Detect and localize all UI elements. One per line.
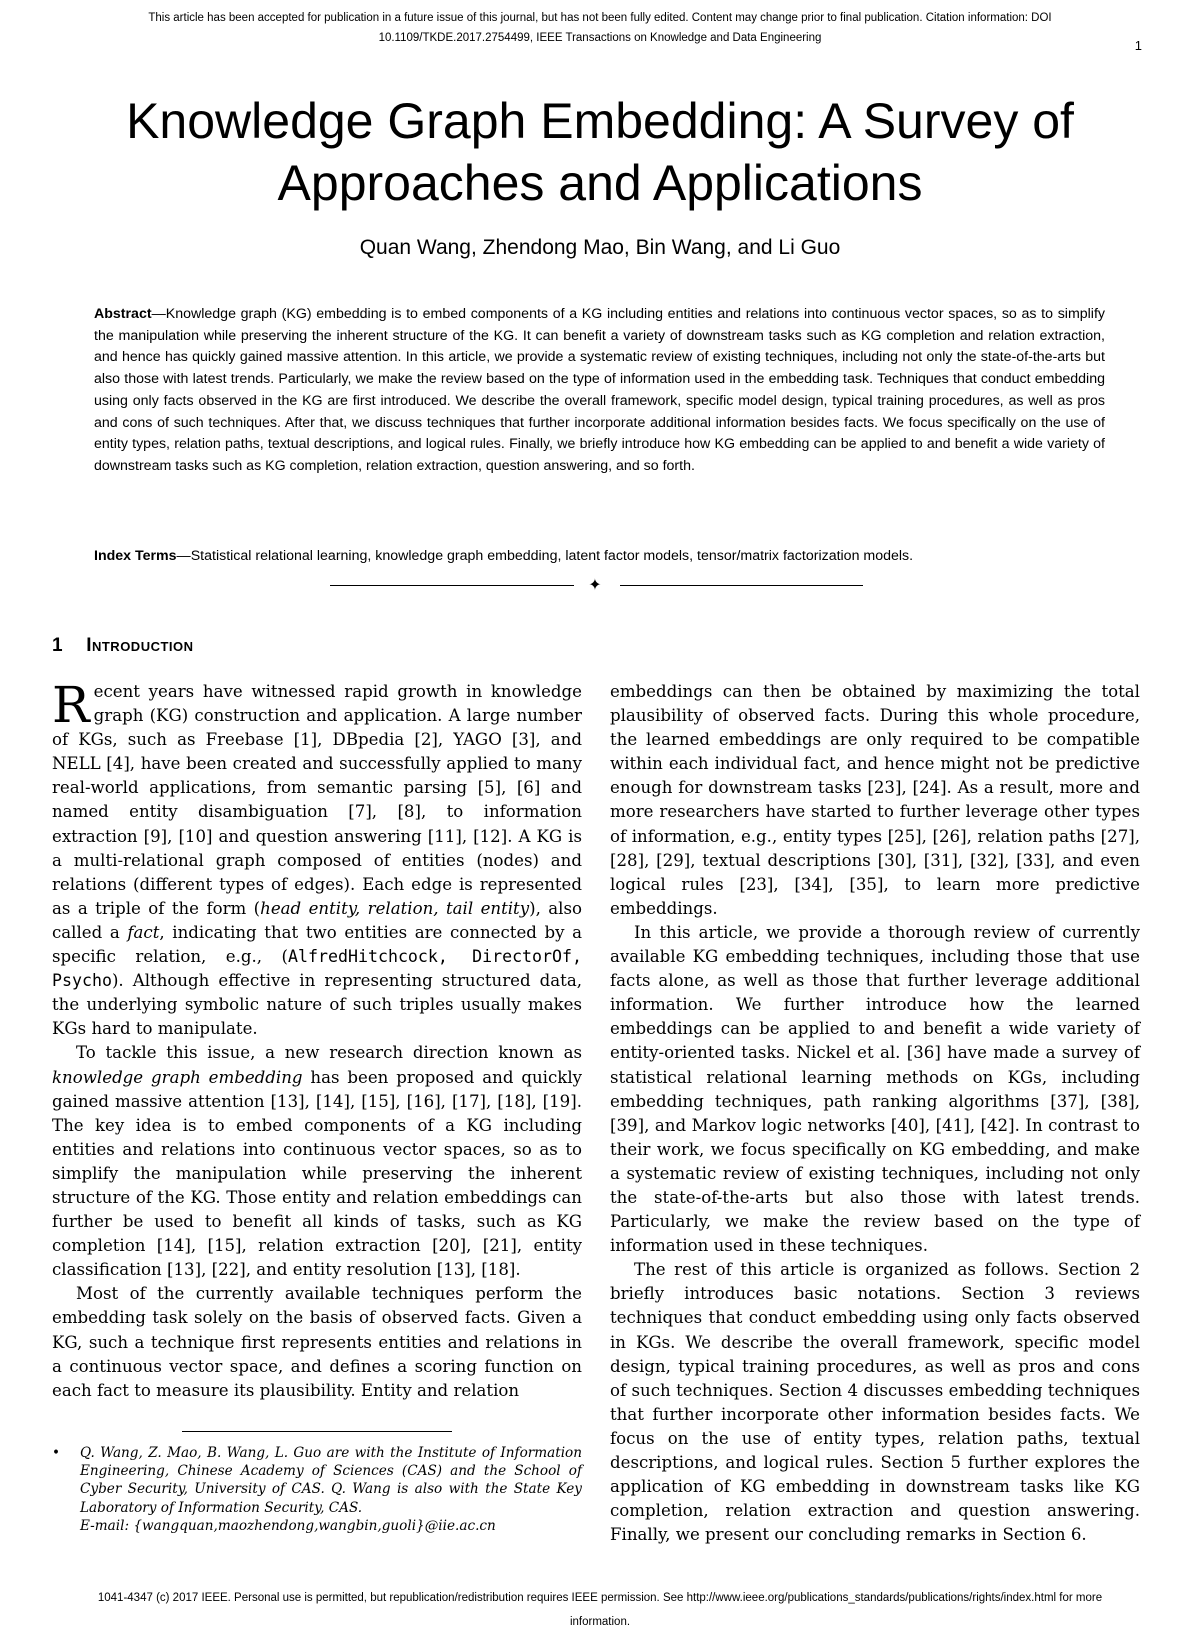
intro-p2-kge: knowledge graph embedding [52, 1067, 303, 1087]
intro-paragraph-3-continued: embeddings can then be obtained by maximizing the total plausibility of observed facts. During this whole procedure, the learned embeddings are only required to be compatible within each individual fact, and hence might not be predictive enough for downstream tasks [23], [24]. As a result, more and more researchers have started to further leverage other types of information, e.g., entity types [25], [26], relation paths [27], [28], [29], textual descriptions [30], [31], [32], [33], and even logical rules [23], [34], [35], to learn more predictive embeddings. [610, 682, 1140, 918]
copyright-line-1: 1041-4347 (c) 2017 IEEE. Personal use is permitted, but republication/redistribution requires IEEE permission. See http://www.ieee.org/publications_standards/publications/rights/index.html for more [97, 1592, 1103, 1604]
intro-paragraph-1 [52, 676, 583, 1041]
intro-p1-text-d: ). Although effective in representing structured data, the underlying symbolic nature of such triples usually makes KGs hard to manipulate. [52, 971, 582, 1039]
index-terms-label: Index Terms [94, 548, 177, 564]
intro-paragraph-2 [52, 1041, 582, 1282]
abstract-label: Abstract [94, 306, 152, 322]
paper-title: Knowledge Graph Embedding: A Survey of Approaches and Applications [126, 93, 1074, 211]
intro-p1-text-c: , indicating that two entities are connected by a specific relation, e.g., ( [52, 922, 583, 967]
footnote-email: E-mail: {wangquan,maozhendong,wangbin,guoli}@iie.ac.cn [80, 1517, 496, 1534]
intro-p2-text-a: To tackle this issue, a new research direction known as [76, 1043, 582, 1063]
copyright-line-2: information. [569, 1616, 631, 1628]
intro-paragraph-3: Most of the currently available techniques perform the embedding task solely on the basis of observed facts. Given a KG, such a technique first represents entities and relations in a continuous vector space, and defines a scoring function on each fact to measure its plausibility. Entity and relation [52, 1284, 582, 1400]
footnote-bullet: • [52, 1445, 61, 1461]
footnote-rule [182, 1431, 452, 1432]
author-footnote [52, 1444, 582, 1535]
section-title: Introduction [86, 635, 194, 656]
abstract-text: —Knowledge graph (KG) embedding is to embed components of a KG including entities and relations into continuous vector spaces, so as to simplify the manipulation while preserving the inherent structure of the KG. It can benefit a variety of downstream tasks such as KG completion and relation extraction, and hence has quickly gained massive attention. In this article, we provide a systematic review of existing techniques, including not only the state-of-the-arts but also those with latest trends. Particularly, we make the review based on the type of information used in the embedding task. Techniques that conduct embedding using only facts observed in the KG are first introduced. We describe the overall framework, specific model design, typical training procedures, as well as pros and cons of such techniques. After that, we discuss techniques that further incorporate additional information besides facts. We focus specifically on the use of entity types, relation paths, textual descriptions, and logical rules. Finally, we briefly introduce how KG embedding can be applied to and benefit a wide variety of downstream tasks such as KG completion, relation extraction, question answering, and so forth. [94, 306, 1105, 474]
body-column-left [52, 676, 583, 1403]
page-number: 1 [1134, 38, 1142, 53]
journal-notice [60, 8, 1140, 48]
separator-rule-right [620, 585, 863, 586]
separator-diamond-icon: ✦ [588, 575, 602, 594]
body-column-right [610, 680, 1140, 1547]
intro-p1-code: AlfredHitchcock, DirectorOf, Psycho [52, 947, 582, 991]
intro-paragraph-5: The rest of this article is organized as follows. Section 2 briefly introduces basic notations. Section 3 reviews techniques that conduct embedding using only facts observed in KGs. We describe the overall framework, specific model design, typical training procedures, as well as pros and cons of such techniques. Section 4 discusses embedding techniques that further incorporate other information besides facts. We focus on the use of entity types, relation paths, textual descriptions, and logical rules. Section 5 further explores the application of KG embedding in downstream tasks like KG completion, relation extraction and question answering. Finally, we present our concluding remarks in Section 6. [610, 1260, 1140, 1545]
section-heading [52, 635, 194, 657]
intro-p1-text-b: ), also called a [52, 898, 582, 942]
intro-p1-text-a: ecent years have witnessed rapid growth in knowledge graph (KG) construction and application. A large number of KGs, such as Freebase [1], DBpedia [2], YAGO [3], and NELL [4], have been created and successfully applied to many real-world applications, from semantic parsing [5], [6] and named entity disambiguation [7], [8], to information extraction [9], [10] and question answering [11], [12]. A KG is a multi-relational graph composed of entities (nodes) and relations (different types of edges). Each edge is represented as a triple of the form ( [52, 682, 582, 918]
index-terms-text: —Statistical relational learning, knowledge graph embedding, latent factor models, tensor/matrix factorization models. [176, 548, 914, 564]
separator-rule-left [330, 585, 574, 586]
journal-notice-line-1: This article has been accepted for publication in a future issue of this journal, but has not been fully edited. Content may change prior to final publication. Citation information: DOI [148, 12, 1052, 24]
intro-p2-text-b: has been proposed and quickly gained massive attention [13], [14], [15], [16], [17], [18], [19]. The key idea is to embed components of a KG including entities and relations into continuous vector spaces, so as to simplify the manipulation while preserving the inherent structure of the KG. Those entity and relation embeddings can further be used to benefit all kinds of tasks, such as KG completion [14], [15], relation extraction [20], [21], entity classification [13], [22], and entity resolution [13], [18]. [52, 1067, 582, 1280]
author-list: Quan Wang, Zhendong Mao, Bin Wang, and Li Guo [359, 236, 841, 259]
copyright-footer [40, 1586, 1160, 1634]
intro-p1-triple: head entity, relation, tail entity [260, 898, 530, 918]
abstract [94, 304, 1105, 478]
intro-paragraph-4: In this article, we provide a thorough review of currently available KG embedding techniques, including those that use facts alone, as well as those that further leverage additional information. We further introduce how the learned embeddings can be applied to and benefit a wide variety of entity-oriented tasks. Nickel et al. [36] have made a survey of statistical relational learning methods on KGs, including embedding techniques, path ranking algorithms [37], [38], [39], and Markov logic networks [40], [41], [42]. In contrast to their work, we focus specifically on KG embedding, and make a systematic review of existing techniques, including not only the state-of-the-arts but also those with latest trends. Particularly, we make the review based on the type of information used in these techniques. [610, 922, 1140, 1256]
journal-notice-line-2: 10.1109/TKDE.2017.2754499, IEEE Transactions on Knowledge and Data Engineering [378, 32, 822, 44]
footnote-affiliation: Q. Wang, Z. Mao, B. Wang, L. Guo are with the Institute of Information Engineering, Chinese Academy of Sciences (CAS) and the School of Cyber Security, University of CAS. Q. Wang is also with the State Key Laboratory of Information Security, CAS. [80, 1445, 582, 1516]
drop-cap: R [52, 676, 90, 734]
section-number: 1 [52, 635, 64, 656]
index-terms [94, 545, 1105, 567]
intro-p1-fact: fact [127, 922, 160, 942]
